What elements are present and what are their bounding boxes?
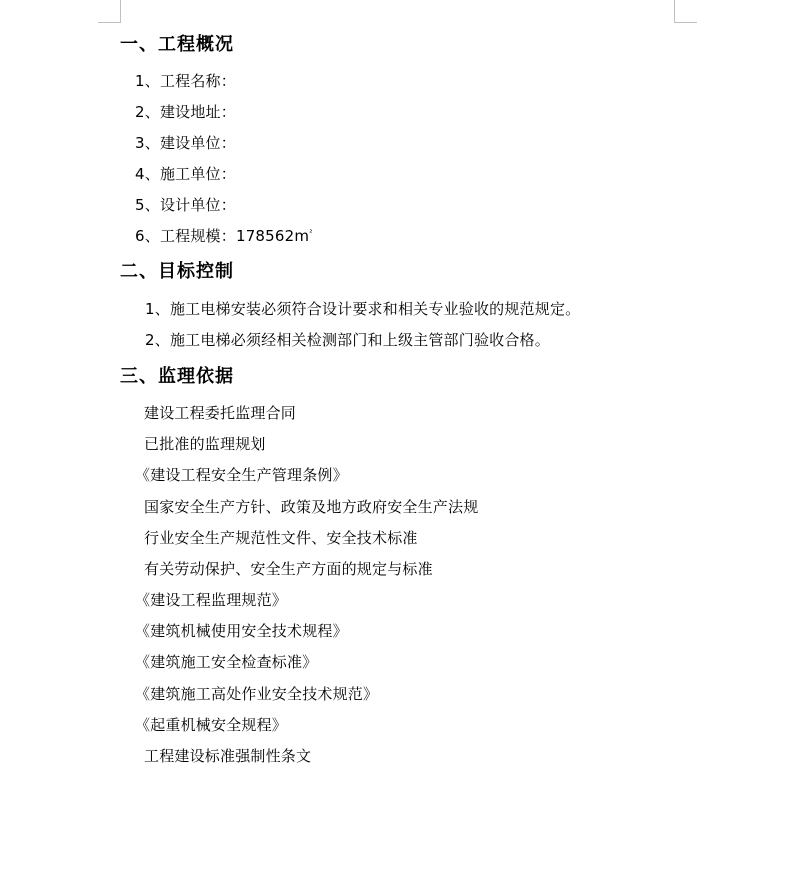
basis-item: 国家安全生产方针、政策及地方政府安全生产法规 [144, 498, 479, 516]
basis-item: 《建设工程安全生产管理条例》 [135, 466, 348, 484]
section-heading-project-overview: 一、工程概况 [120, 34, 234, 55]
project-scale-text: 6、工程规模：178562m [135, 227, 310, 245]
basis-item: 建设工程委托监理合同 [144, 404, 297, 422]
basis-item: 《建筑施工安全检查标准》 [135, 653, 318, 671]
section-heading-target-control: 二、目标控制 [120, 261, 234, 282]
builder-unit-line: 4、施工单位： [135, 165, 236, 183]
project-scale-line [135, 226, 313, 246]
basis-item: 《建筑施工高处作业安全技术规范》 [135, 685, 379, 703]
target-item-1: 1、施工电梯安装必须符合设计要求和相关专业验收的规范规定。 [145, 300, 581, 318]
basis-item: 工程建设标准强制性条文 [144, 747, 312, 765]
design-unit-line: 5、设计单位： [135, 196, 236, 214]
construction-unit-line: 3、建设单位： [135, 134, 236, 152]
page-corner-mark-top-right [674, 0, 697, 23]
basis-item: 《建筑机械使用安全技术规程》 [135, 622, 348, 640]
basis-item: 有关劳动保护、安全生产方面的规定与标准 [144, 560, 433, 578]
basis-item: 已批准的监理规划 [144, 435, 266, 453]
construction-address-line: 2、建设地址： [135, 103, 236, 121]
basis-item: 行业安全生产规范性文件、安全技术标准 [144, 529, 418, 547]
basis-item: 《起重机械安全规程》 [135, 716, 288, 734]
target-item-2: 2、施工电梯必须经相关检测部门和上级主管部门验收合格。 [145, 331, 550, 349]
basis-item: 《建设工程监理规范》 [135, 591, 288, 609]
project-name-line: 1、工程名称： [135, 72, 236, 90]
page-corner-mark-top-left [98, 0, 121, 23]
square-unit-superscript: ² [309, 228, 313, 237]
section-heading-supervision-basis: 三、监理依据 [120, 366, 234, 387]
